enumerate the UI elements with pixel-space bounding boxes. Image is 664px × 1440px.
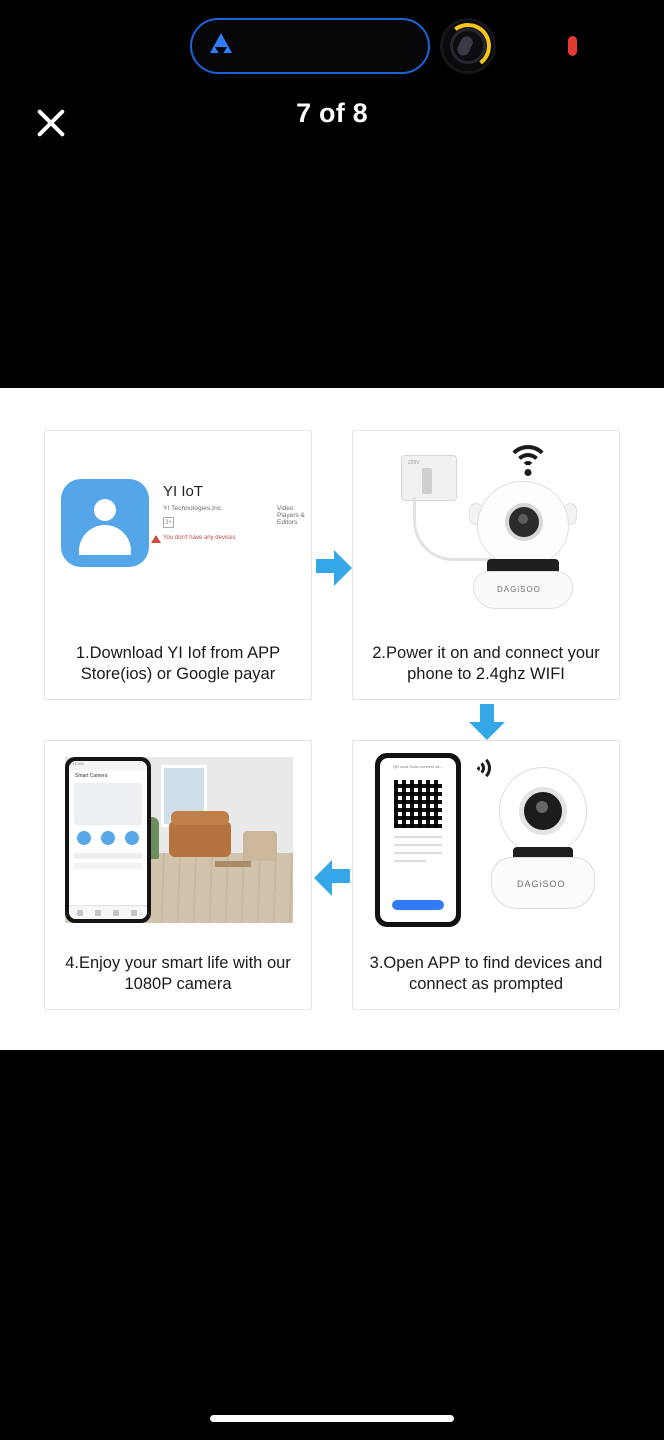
camera-lens-icon — [440, 18, 496, 74]
instruction-step-2 — [352, 430, 620, 700]
step-4-caption — [55, 953, 301, 995]
step-1-caption — [55, 643, 301, 685]
warning-triangle-icon — [151, 535, 161, 543]
step-2-line1: 2.Power it on and connect your — [372, 643, 600, 662]
instruction-step-3 — [352, 740, 620, 1010]
app-warning-text: You don't have any devices — [163, 535, 236, 541]
power-socket-icon — [401, 455, 457, 501]
yi-iot-app-icon — [61, 479, 149, 567]
dynamic-island[interactable] — [190, 18, 430, 74]
phone-qr-illustration — [375, 753, 461, 927]
app-room-screenshot — [65, 757, 293, 923]
arrow-right-icon — [316, 548, 352, 584]
app-name: YI IoT — [163, 483, 204, 500]
instruction-step-4 — [44, 740, 312, 1010]
step-2-line2: phone to 2.4ghz WIFI — [407, 664, 565, 683]
arrow-left-icon — [314, 858, 350, 894]
instruction-step-1 — [44, 430, 312, 700]
status-bar — [0, 0, 664, 88]
step-2-art — [353, 431, 619, 629]
image-viewer[interactable] — [0, 388, 664, 1050]
phone-qr-title: QR code Scan connect de... — [392, 764, 444, 769]
app-category: Video Players & Editors — [277, 505, 305, 526]
instruction-grid — [44, 430, 620, 996]
wifi-icon — [505, 445, 551, 479]
qr-code-icon — [394, 780, 442, 828]
step-3-line2: connect as prompted — [408, 974, 564, 993]
camera-illustration — [483, 767, 603, 925]
step-2-caption — [363, 643, 609, 685]
camera-lens — [519, 787, 567, 835]
location-arrow-icon — [210, 33, 232, 53]
step-4-art — [45, 741, 311, 939]
step-1-art — [45, 431, 311, 629]
step-1-line2: Store(ios) or Google payar — [80, 664, 276, 683]
step-1-line1: 1.Download YI Iof from APP — [75, 643, 281, 662]
page-title: 7 of 8 — [296, 98, 368, 128]
step-4-line2: 1080P camera — [124, 974, 232, 993]
camera-illustration — [463, 481, 583, 611]
arrow-down-icon — [469, 704, 505, 744]
viewer-header — [0, 88, 664, 160]
camera-brand: DAGiSOO — [497, 585, 541, 594]
phone-statusbar: 9:41 AM — [69, 761, 147, 770]
socket-label: 220V — [408, 460, 420, 466]
app-developer: YI Technologies,Inc. — [163, 505, 224, 512]
step-3-line1: 3.Open APP to find devices and — [369, 953, 603, 972]
phone-illustration — [65, 757, 151, 923]
app-rating-badge: 3+ — [163, 517, 174, 528]
home-indicator[interactable] — [210, 1415, 454, 1422]
step-3-caption — [363, 953, 609, 995]
phone-app-title: Smart Camera — [75, 773, 108, 779]
recording-indicator-icon — [568, 36, 577, 56]
step-4-line1: 4.Enjoy your smart life with our — [65, 953, 291, 972]
camera-lens — [505, 503, 543, 541]
camera-brand: DAGiSOO — [517, 879, 566, 889]
step-3-art — [353, 741, 619, 939]
